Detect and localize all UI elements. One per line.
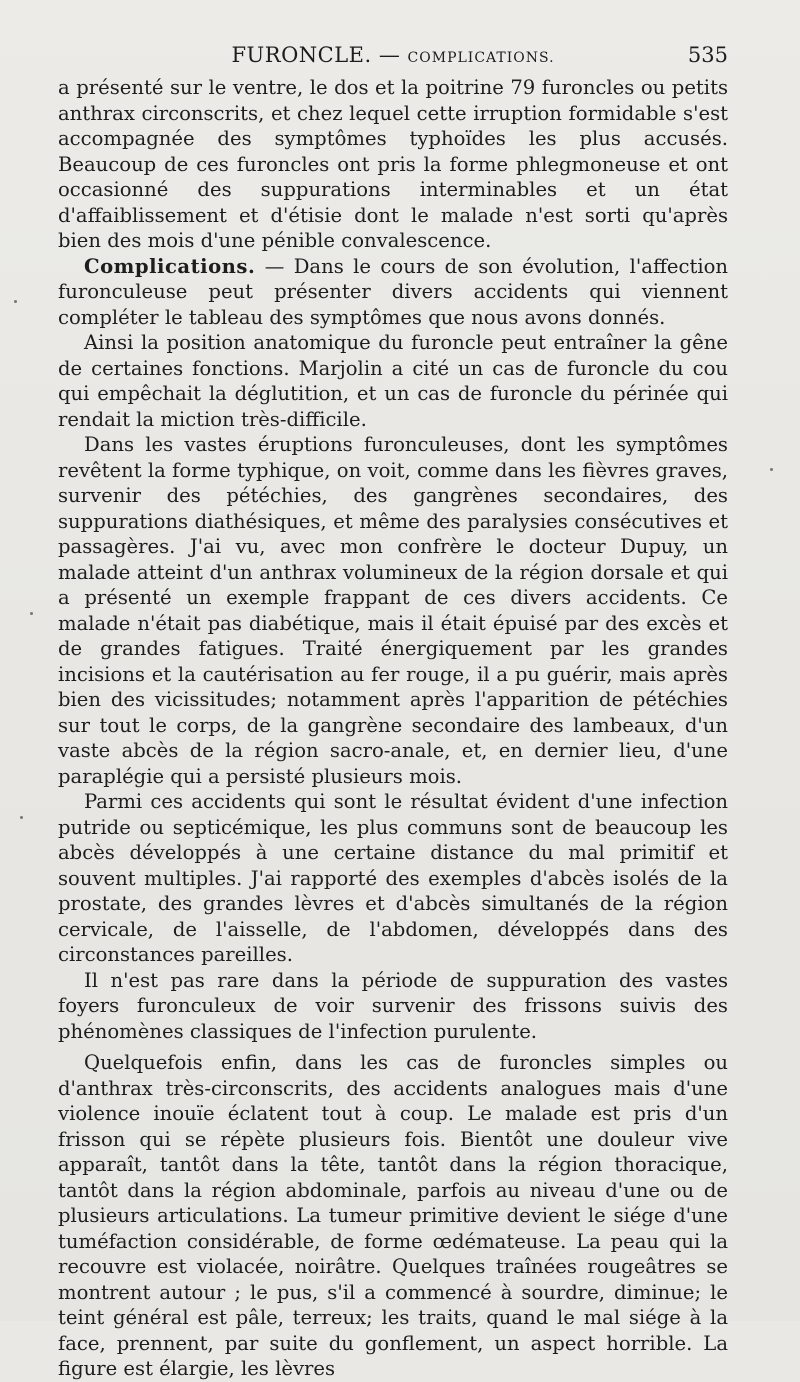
page-number: 535 bbox=[687, 43, 728, 67]
paragraph-suppuration: Il n'est pas rare dans la période de suppuration des vastes foyers furonculeux de voir survenir des frissons suivis des phénomènes classiques de l'infection purulente. bbox=[58, 968, 728, 1043]
body-text bbox=[58, 75, 728, 1382]
paragraph-accidents: Parmi ces accidents qui sont le résultat évident d'une infection putride ou septicémique, les plus communs sont de beaucoup les abcès développés à une certaine distance du mal primitif et souvent multiples. J'ai rapporté des exemples d'abcès isolés de la prostate, des grandes lèvres et d'abcès simultanés de la région cervicale, de l'aisselle, de l'abdomen, développés dans des circonstances pareilles. bbox=[58, 790, 728, 966]
paragraph-position: Ainsi la position anatomique du furoncle peut entraîner la gêne de certaines fonctions. Marjolin a cité un cas de furoncle du cou qui empêchait la déglutition, et un cas de furoncle du périnée qui rendait la miction très-difficile. bbox=[58, 331, 728, 431]
paragraph-eruptions: Dans les vastes éruptions furonculeuses, dont les symptômes revêtent la forme typhique, on voit, comme dans les fièvres graves, survenir des pétéchies, des gangrènes secondaires, des suppurations diathésiques, et même des paralysies consécutives et passagères. J'ai vu, avec mon confrère le docteur Dupuy, un malade atteint d'un anthrax volumineux de la région dorsale et qui a présenté un exemple frappant de ces divers accidents. Ce malade n'était pas diabétique, mais il était épuisé par des excès et de grandes fatigues. Traité énergiquement par les grandes incisions et la cautérisation au fer rouge, il a pu guérir, mais après bien des vicissitudes; notamment après l'apparition de pétéchies sur tout le corps, de la gangrène secondaire des lambeaux, d'un vaste abcès de la région sacro-anale, et, en dernier lieu, d'une paraplégie qui a persisté plusieurs mois. bbox=[58, 433, 728, 788]
paragraph-complications-text: — Dans le cours de son évolution, l'affection furonculeuse peut présenter divers accidents qui viennent compléter le tableau des symptômes que nous avons donnés. bbox=[58, 254, 728, 329]
page-speck bbox=[20, 816, 23, 819]
page-speck bbox=[14, 300, 17, 303]
running-header bbox=[58, 40, 728, 74]
paragraph-quelquefois: Quelquefois enfin, dans les cas de furoncles simples ou d'anthrax très-circonscrits, des accidents analogues mais d'une violence inouïe éclatent tout à coup. Le malade est pris d'un frisson qui se répète plusieurs fois. Bientôt une douleur vive apparaît, tantôt dans la tête, tantôt dans la région thoracique, tantôt dans la région abdominale, parfois au niveau d'une ou de plusieurs articulations. La tumeur primitive devient le siége d'une tuméfaction considérable, de forme œdémateuse. La peau qui la recouvre est violacée, noirâtre. Quelques traînées rougeâtres se montrent autour ; le pus, s'il a commencé à sourdre, diminue; le teint général est pâle, terreux; les traits, quand le mal siége à la face, prennent, par suite du gonflement, un aspect horrible. La figure est élargie, les lèvres bbox=[58, 1051, 728, 1380]
paragraph-complications bbox=[58, 254, 728, 331]
page-speck bbox=[770, 468, 773, 471]
running-title-main: FURONCLE. bbox=[231, 43, 372, 67]
section-heading-complications: Complications. bbox=[84, 254, 256, 278]
running-title-sub: COMPLICATIONS. bbox=[407, 50, 555, 66]
page-speck bbox=[30, 612, 33, 615]
paragraph-continuation: a présenté sur le ventre, le dos et la poitrine 79 furoncles ou petits anthrax circonscrits, et chez lequel cette irruption formidable s'est accompagnée des symptômes typhoïdes les plus accusés. Beaucoup de ces furoncles ont pris la forme phlegmoneuse et ont occasionné des suppurations interminables et un état d'affaiblissement et d'étisie dont le malade n'est sorti qu'après bien des mois d'une pénible convalescence. bbox=[58, 76, 728, 252]
running-title bbox=[58, 43, 728, 67]
running-title-dash: — bbox=[371, 43, 408, 67]
